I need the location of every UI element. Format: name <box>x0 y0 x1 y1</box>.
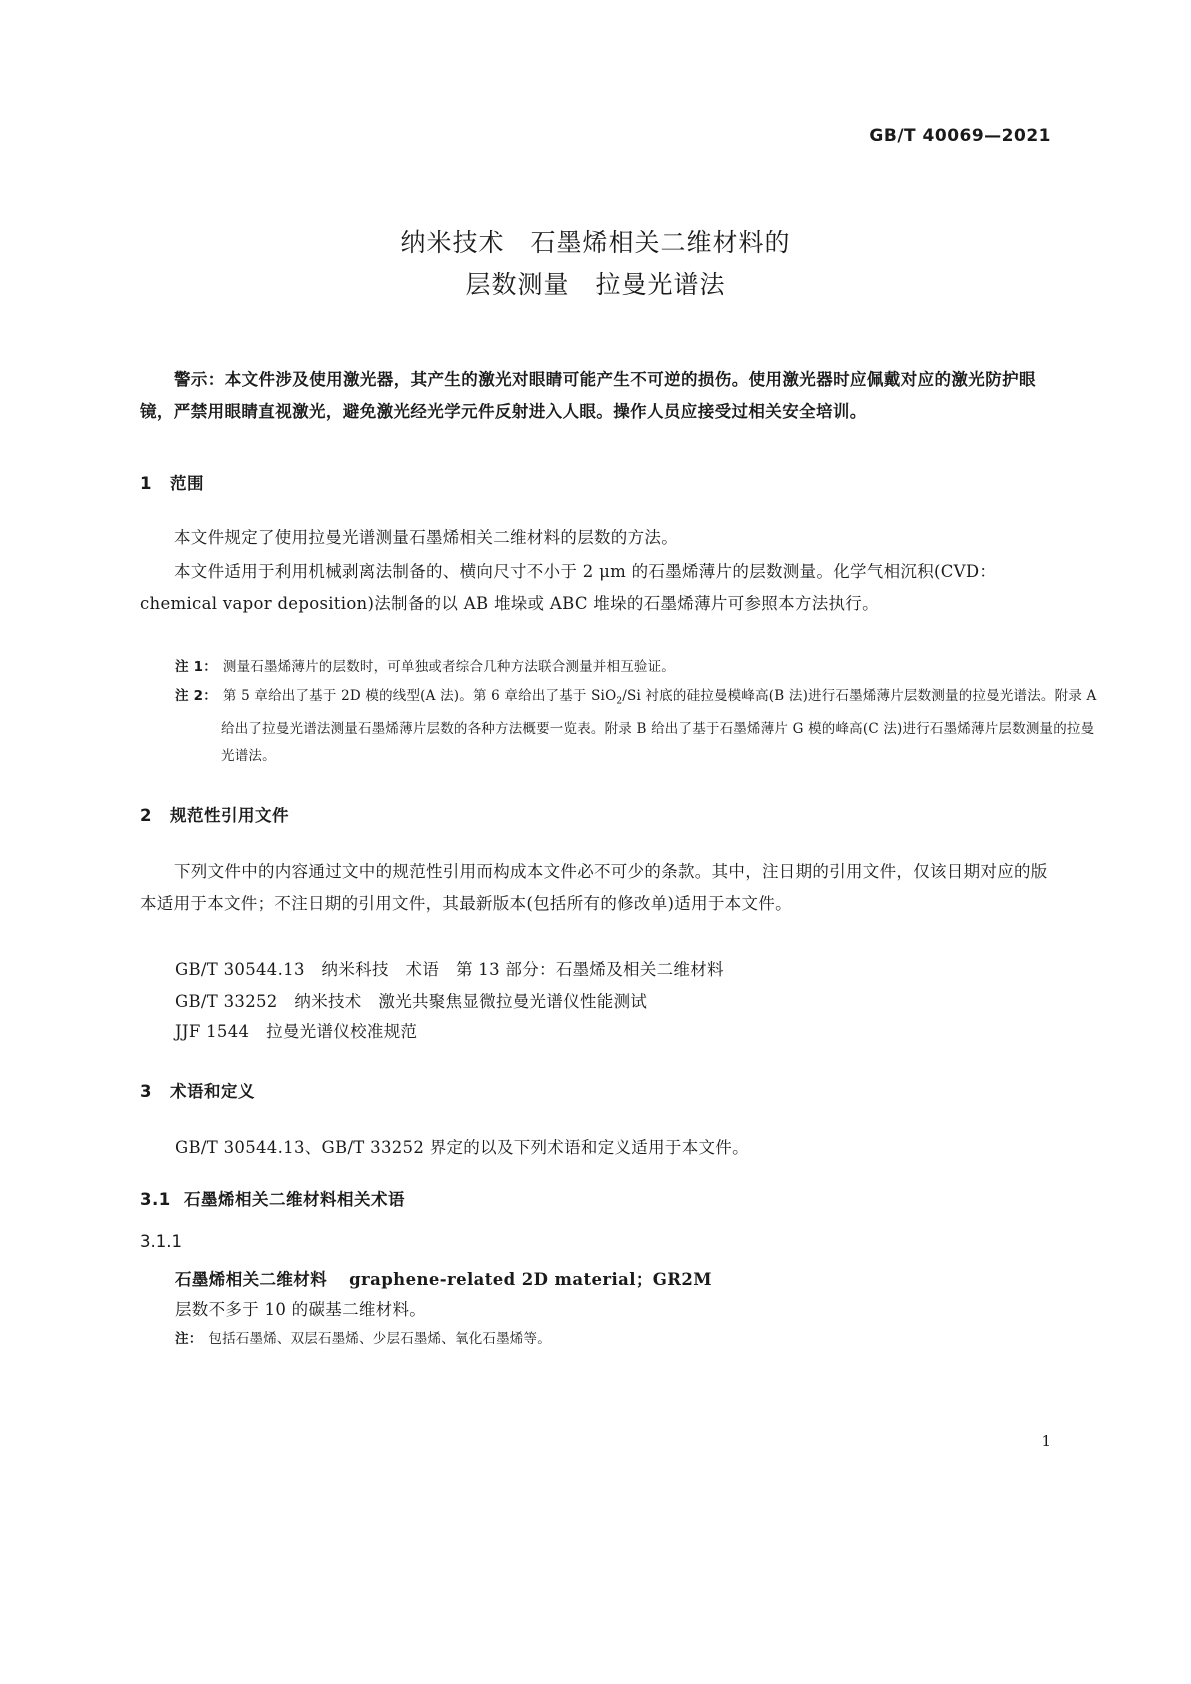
reference-item: GB/T 33252 纳米技术 激光共聚焦显微拉曼光谱仪性能测试 <box>175 992 648 1011</box>
note-text-part-b: /Si 衬底的硅拉曼模峰高(B 法)进行石墨烯薄片层数测量的拉曼光谱法。附录 A 给出了拉曼光谱法测量石墨烯薄片层数的各种方法概要一览表。附录 B 给出了基于石墨烯薄片 G 模的峰高(C 法)进行石墨烯薄片层数测量的拉曼光谱法。 <box>221 688 1097 764</box>
section-title: 规范性引用文件 <box>170 806 289 825</box>
section-title: 范围 <box>170 474 204 493</box>
scope-paragraph-2: 本文件适用于利用机械剥离法制备的、横向尺寸不小于 2 μm 的石墨烯薄片的层数测量。化学气相沉积(CVD：chemical vapor deposition)法制备的以 AB 堆垛或 ABC 堆垛的石墨烯薄片可参照本方法执行。 <box>140 562 997 613</box>
page-number: 1 <box>1041 1432 1051 1450</box>
term-chinese: 石墨烯相关二维材料 <box>175 1270 328 1289</box>
term-english: graphene-related 2D material；GR2M <box>349 1270 712 1289</box>
note-text: 包括石墨烯、双层石墨烯、少层石墨烯、氧化石墨烯等。 <box>208 1331 551 1347</box>
reference-item: GB/T 30544.13 纳米科技 术语 第 13 部分：石墨烯及相关二维材料 <box>175 960 724 979</box>
standard-number: GB/T 40069—2021 <box>869 126 1051 146</box>
reference-item: JJF 1544 拉曼光谱仪校准规范 <box>175 1022 418 1041</box>
subsection-title: 石墨烯相关二维材料相关术语 <box>184 1190 405 1209</box>
subsection-3-1-heading <box>140 1186 405 1210</box>
subscript: 2 <box>616 696 623 707</box>
normative-references-paragraph: 下列文件中的内容通过文中的规范性引用而构成本文件必不可少的条款。其中，注日期的引用文件，仅该日期对应的版本适用于本文件；不注日期的引用文件，其最新版本(包括所有的修改单)适用于本文件。 <box>140 862 1048 913</box>
section-title: 术语和定义 <box>170 1082 255 1101</box>
note-label: 注： <box>175 1331 203 1347</box>
title-line-1: 纳米技术 石墨烯相关二维材料的 <box>400 228 791 257</box>
section-number: 3 <box>140 1082 152 1101</box>
scope-paragraph-1: 本文件规定了使用拉曼光谱测量石墨烯相关二维材料的层数的方法。 <box>174 528 678 547</box>
document-title <box>0 222 1191 306</box>
section-number: 1 <box>140 474 152 493</box>
scope-note-2 <box>175 683 1101 770</box>
title-line-2: 层数测量 拉曼光谱法 <box>465 270 726 299</box>
section-3-heading <box>140 1078 255 1102</box>
section-2-heading <box>140 802 289 826</box>
term-note <box>175 1326 1055 1353</box>
note-text-part-a: 第 5 章给出了基于 2D 模的线型(A 法)。第 6 章给出了基于 SiO <box>222 688 617 704</box>
safety-warning: 警示：本文件涉及使用激光器，其产生的激光对眼睛可能产生不可逆的损伤。使用激光器时应佩戴对应的激光防护眼镜，严禁用眼睛直视激光，避免激光经光学元件反射进入人眼。操作人员应接受过相关安全培训。 <box>140 370 1036 421</box>
section-1-heading <box>140 470 204 494</box>
term-definition: 层数不多于 10 的碳基二维材料。 <box>175 1300 427 1319</box>
terms-paragraph: GB/T 30544.13、GB/T 33252 界定的以及下列术语和定义适用于本文件。 <box>175 1138 749 1157</box>
section-number: 2 <box>140 806 152 825</box>
subsection-number: 3.1 <box>140 1190 171 1209</box>
note-label: 注 2： <box>175 688 217 704</box>
term-number: 3.1.1 <box>140 1232 182 1251</box>
note-label: 注 1： <box>175 659 217 675</box>
term-heading <box>175 1266 712 1290</box>
scope-note-1 <box>175 654 1055 681</box>
note-text: 测量石墨烯薄片的层数时，可单独或者综合几种方法联合测量并相互验证。 <box>222 659 676 675</box>
